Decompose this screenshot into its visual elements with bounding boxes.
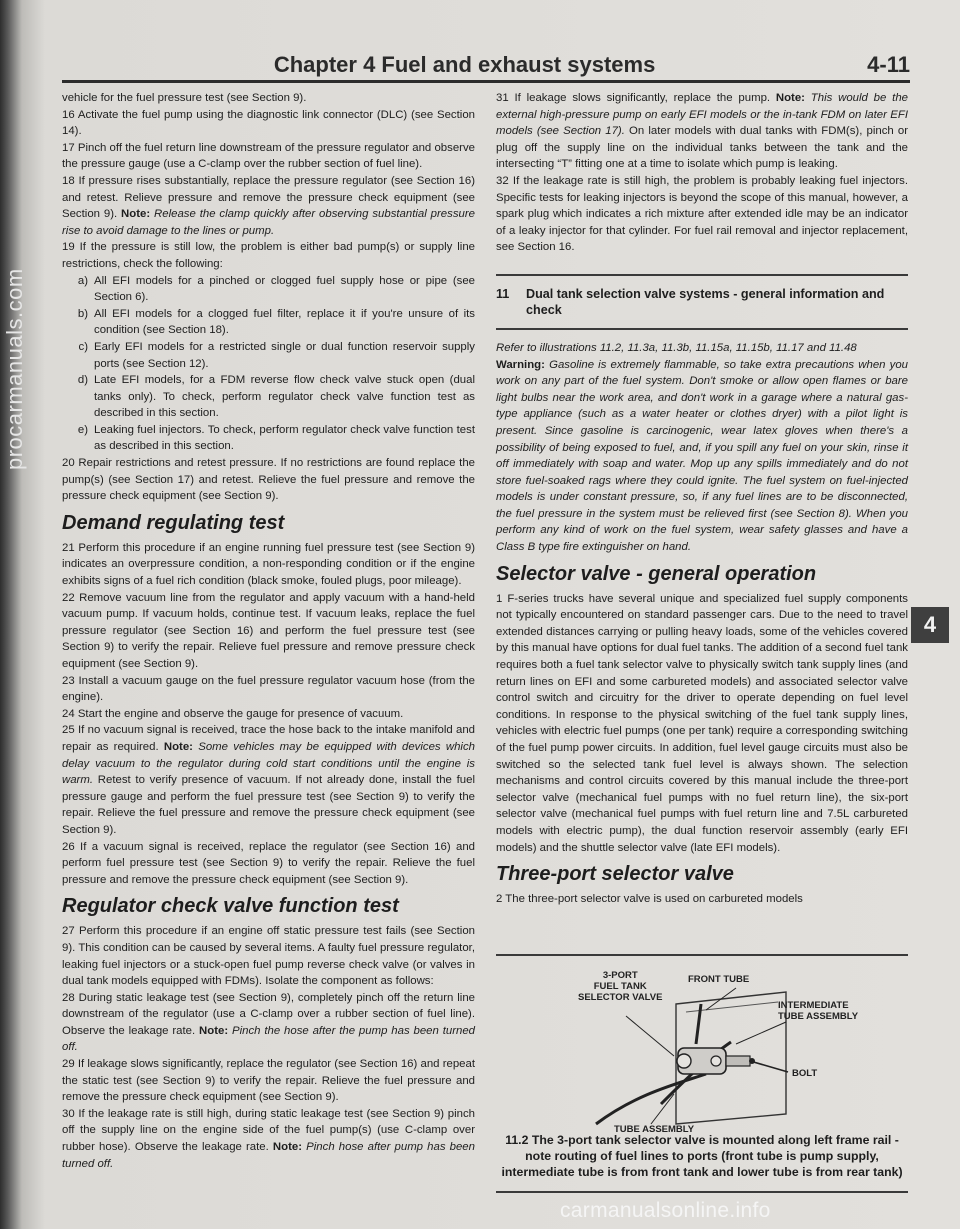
paragraph: 17 Pinch off the fuel return line downstream of the pressure regulator and observe the pressure gauge (use a C-clamp over the rubber section of fuel line). xyxy=(62,141,475,171)
list-text: Leaking fuel injectors. To check, perform regulator check valve function test as described in this section. xyxy=(94,423,475,453)
note-text: Pinch the hose after the pump has been turned off. xyxy=(62,1024,475,1054)
paragraph: 21 Perform this procedure if an engine running fuel pressure test (see Section 9) indicates an overpressure condition, a non-responding condition or if the engine exhibits signs of a fuel rich condition (black smoke, fouled plugs, poor mileage). xyxy=(62,541,475,588)
list-item xyxy=(62,339,475,372)
check-list xyxy=(62,273,475,456)
list-text: Early EFI models for a restricted single or dual function reservoir supply ports (see Section 12). xyxy=(94,340,475,370)
paragraph-text: 31 If leakage slows significantly, replace the pump. xyxy=(496,92,776,104)
figure-11-2 xyxy=(496,954,908,1194)
note-label: Note: xyxy=(199,1024,229,1037)
paragraph xyxy=(496,90,908,173)
paragraph: 24 Start the engine and observe the gauge for presence of vacuum. xyxy=(62,707,404,720)
paragraph: vehicle for the fuel pressure test (see Section 9). xyxy=(62,92,307,104)
paragraph: 19 If the pressure is still low, the problem is either bad pump(s) or supply line restrictions, check the following: xyxy=(62,241,475,270)
paragraph-text: On later models with dual tanks with FDM(s), pinch or plug off the supply line on the individual tanks between the tank and the intersecting “T” fitting one at a time to isolate which pump is leaking. xyxy=(496,125,908,171)
list-item xyxy=(62,273,475,306)
paragraph xyxy=(62,173,475,239)
label-tube-assembly: TUBE ASSEMBLY xyxy=(614,1124,695,1135)
section-box-heading xyxy=(496,276,908,328)
label-intermediate-tube: INTERMEDIATE TUBE ASSEMBLY xyxy=(778,1000,859,1022)
list-label: e) xyxy=(77,423,88,436)
paragraph: 20 Repair restrictions and retest pressure. If no restrictions are found replace the pump(s) (see Section 17) and retest. Relieve the fuel pressure and remove the pressure check equipment (see Section 9). xyxy=(62,457,475,503)
section-heading: Three-port selector valve xyxy=(496,863,734,886)
label-selector-valve: 3-PORT FUEL TANK SELECTOR VALVE xyxy=(578,970,663,1003)
paragraph xyxy=(62,1106,475,1172)
paragraph-text: 25 If no vacuum signal is received, trace the hose back to the intake manifold and repair as required. xyxy=(62,724,475,753)
warning-text: Gasoline is extremely flammable, so take extra precautions when you work on any part of the fuel system. Don't smoke or allow open flames or bare light bulbs near the work area, and don't work in a garage where a natural gas-type appliance (such as a water heater or clothes dryer) with a pilot light is present. Since gasoline is carcinogenic, wear latex gloves when there's a possibility of being exposed to fuel, and, if you spill any fuel on your skin, rinse it off immediately with soap and water. Mop up any spills immediately and do not store fuel-soaked rags where they could ignite. The fuel system on fuel-injected models is under constant pressure, so, if any fuel lines are to be disconnected, the fuel pressure in the system must be relieved first (see Section 8). When you perform any kind of work on the fuel system, wear safety glasses and have a Class B type fire extinguisher on hand. xyxy=(496,358,908,554)
section-heading: Selector valve - general operation xyxy=(496,562,817,585)
note-label: Note: xyxy=(163,740,193,753)
paragraph xyxy=(62,722,475,838)
section-heading: Demand regulating test xyxy=(62,511,285,534)
paragraph: 16 Activate the fuel pump using the diagnostic link connector (DLC) (see Section 14). xyxy=(62,108,475,138)
warning-label: Warning: xyxy=(496,358,545,371)
spacer xyxy=(496,256,908,274)
section-number: 11 xyxy=(496,286,510,301)
page-header xyxy=(62,44,910,78)
list-label: a) xyxy=(77,274,88,287)
section-title: Dual tank selection valve systems - general information and check xyxy=(526,286,885,317)
chapter-tab-marker: 4 xyxy=(911,607,949,643)
section-heading: Regulator check valve function test xyxy=(62,895,399,918)
note-text: Pinch hose after pump has been turned off. xyxy=(62,1141,475,1170)
list-text: All EFI models for a clogged fuel filter, replace it if you're unsure of its condition (see Section 18). xyxy=(94,307,475,337)
note-label: Note: xyxy=(775,92,805,104)
paragraph: 32 If the leakage rate is still high, the problem is probably leaking fuel injectors. Specific tests for leaking injectors is beyond the scope of this manual, however, a spark plug which indicates a rich mixture after extended idle may be an indicator of a leaky injector for that cylinder. For fuel rail removal and injector replacement, see Section 16. xyxy=(496,174,908,254)
chapter-title: Chapter 4 Fuel and exhaust systems xyxy=(273,52,656,77)
list-item xyxy=(62,372,475,422)
paragraph-text: 18 If pressure rises substantially, replace the pressure regulator (see Section 16) and retest. Relieve pressure and remove the pressure check equipment (see Section 9). xyxy=(62,174,475,221)
note-text: This would be the external high-pressure pump on early EFI models or the in-tank FDM on later EFI models (see Section 17). xyxy=(496,92,908,138)
figure-rule-top xyxy=(496,954,908,956)
list-item xyxy=(62,306,475,339)
note-label: Note: xyxy=(121,208,151,221)
paragraph: 23 Install a vacuum gauge on the fuel pressure regulator vacuum hose (from the engine). xyxy=(62,674,475,704)
note-label: Note: xyxy=(272,1141,303,1154)
paragraph: 29 If leakage slows significantly, replace the regulator (see Section 16) and repeat the static test (see Section 9) to verify the repair. Relieve the fuel pressure and remove the pressure check equipment (see Section 9). xyxy=(62,1058,475,1104)
bottom-watermark: carmanualsonline.info xyxy=(560,1199,771,1222)
list-item xyxy=(62,422,475,455)
figure-caption: 11.2 The 3-port tank selector valve is mounted along left frame rail - note routing of fuel lines to ports (front tube is pump supply, intermediate tube is from front tank and lower tube is from rear tank) xyxy=(501,1133,903,1179)
warning-paragraph xyxy=(496,357,908,556)
figure-rule-bottom xyxy=(496,1191,908,1193)
spacer xyxy=(496,330,908,340)
note-text: Release the clamp quickly after observing substantial pressure rise to avoid damage to the lines or pump. xyxy=(62,208,475,237)
header-rule xyxy=(62,80,910,83)
paragraph-text: 28 During static leakage test (see Section 9), completely pinch off the return line downstream of the regulator (use a C-clamp over a rubber section of fuel line). Observe the leakage rate. xyxy=(62,991,475,1037)
list-label: c) xyxy=(78,340,88,353)
page-number: 4-11 xyxy=(867,52,910,77)
paragraph: 26 If a vacuum signal is received, replace the regulator (see Section 16) and perform fuel pressure test (see Section 9) to verify the repair. Relieve the fuel pressure and remove the pressure check equipment (see Section 9). xyxy=(62,840,475,886)
illustration-reference: Refer to illustrations 11.2, 11.3a, 11.3b, 11.15a, 11.15b, 11.17 and 11.48 xyxy=(496,341,857,354)
left-column xyxy=(62,90,475,1172)
paragraph-text: Retest to verify presence of vacuum. If not already done, install the fuel pressure gauge and perform the fuel pressure test (see Section 9) to verify the repair. Relieve the fuel pressure and remove the pressure check equipment (see Section 9). xyxy=(62,774,475,836)
list-label: d) xyxy=(77,374,88,387)
paragraph: 1 F-series trucks have several unique and specialized fuel supply components not typically encountered on standard passenger cars. Due to the need to travel extended distances carrying or pulling heavy loads, some of the vehicles covered by this manual have options for dual fuel tanks. The addition of a second fuel tank requires both a fuel tank selector valve to physically switch tank supply lines (and return lines on EFI and some carbureted models) and associated selector valve control switch and circuitry for the driver to operate depending on fuel level conditions. In response to the physical switching of the fuel tank supply lines, vehicles with electric fuel pumps (one per tank) require a corresponding switching of the fuel pump power circuits. In addition, fuel level gauge circuits must also be switched so the selected tank fuel level is always shown. The selection mechanisms and control circuits covered by this manual include the three-port selector valve (mechanical fuel pumps with no fuel return line), the six-port selector valve (mechanical fuel pumps with fuel return line and 7.5L carbureted models with electric pump), the dual function reservoir assembly (early EFI models) and the shuttle selector valve (late EFI models). xyxy=(496,592,908,854)
paragraph: 22 Remove vacuum line from the regulator and apply vacuum with a hand-held vacuum pump. If vacuum holds, continue test. If vacuum leaks, replace the fuel pressure regulator (see Section 16) and perform the fuel pressure test (see Section 9) to verify the repair. Relieve fuel pressure and remove pressure check equipment (see Section 9). xyxy=(62,591,475,670)
list-text: All EFI models for a pinched or clogged fuel supply hose or pipe (see Section 6). xyxy=(94,274,475,304)
paragraph xyxy=(62,990,475,1056)
list-label: b) xyxy=(77,307,88,320)
paragraph-text: 30 If the leakage rate is still high, during static leakage test (see Section 9) pinch off the supply line on the engine side of the fuel pump(s) (use C-clamp over rubber hose). Observe the leakage rate. xyxy=(62,1107,475,1154)
label-bolt: BOLT xyxy=(792,1068,818,1079)
right-column xyxy=(496,90,908,908)
paragraph: 2 The three-port selector valve is used on carbureted models xyxy=(496,893,803,906)
side-watermark: procarmanuals.com xyxy=(2,268,27,470)
label-front-tube: FRONT TUBE xyxy=(688,974,750,985)
list-text: Late EFI models, for a FDM reverse flow check valve stuck open (dual tanks only). To check, perform regulator check valve function test as described in this section. xyxy=(94,374,475,420)
note-text: Some vehicles may be equipped with devices which delay vacuum to the regulator during cold start conditions until the engine is warm. xyxy=(62,740,475,787)
paragraph: 27 Perform this procedure if an engine off static pressure test fails (see Section 9). This condition can be caused by several items. A faulty fuel pressure regulator, leaking fuel injectors or a stuck-open fuel pump reverse check valve (or valves in dual tank models equipped with FDMs). Isolate the component as follows: xyxy=(62,925,475,988)
